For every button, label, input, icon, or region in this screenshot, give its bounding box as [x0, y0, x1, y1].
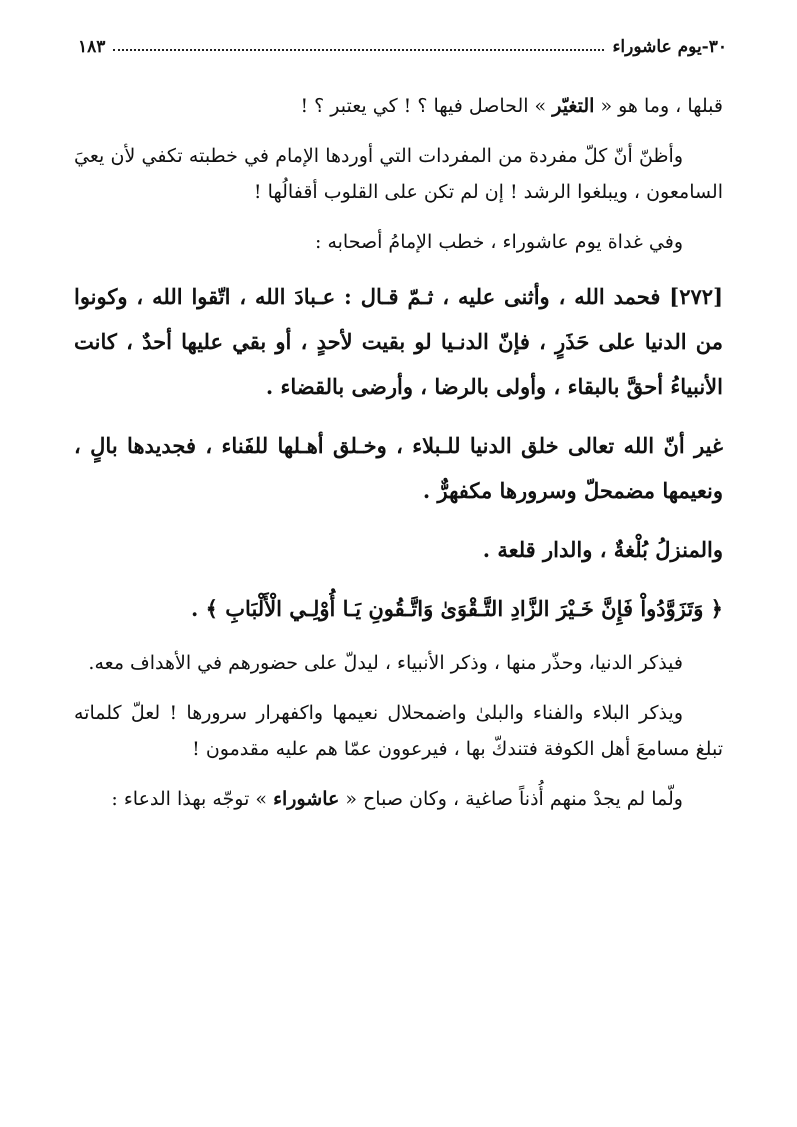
p1-text-end: » الحاصل فيها ؟ ! كي يعتبر ؟ !: [300, 95, 553, 117]
p1-emphasis: التغيّر: [552, 95, 595, 117]
paragraph-sermon-intro: وفي غداة يوم عاشوراء ، خطب الإمامُ أصحابه :: [315, 231, 683, 253]
running-header: [78, 32, 727, 62]
sermon-paragraph-2: غير أنّ الله تعالى خلق الدنيا للـبلاء ، وخـلق أهـلها للفَناء ، فجديدها بالٍ ، ونعيمها مضمحلّ وسرورها مكفهرٌّ .: [74, 433, 723, 503]
paragraph-commentary-1: فيذكر الدنيا، وحذّر منها ، وذكر الأنبياء ، ليدلّ على حضورهم في الأهداف معه.: [88, 652, 683, 674]
page-number: ١٨٣: [78, 37, 106, 57]
paragraph-commentary-3: [74, 781, 723, 817]
paragraph-commentary-2: ويذكر البلاء والفناء والبلىٰ واضمحلال نعيمها واكفهرار سرورها ! لعلّ كلماته تبلغ مسامعَ أهل الكوفة فتندكّ بها ، فيرعوون عمّا هم عليه مقدمون !: [74, 702, 723, 760]
p6-text-start: ولّما لم يجدْ منهم أُذناً صاغية ، وكان صباح «: [339, 788, 683, 810]
paragraph-continuation: [74, 88, 723, 124]
quran-verse: ﴿ وَتَزَوَّدُواْ فَإِنَّ خَـيْرَ الزَّادِ التَّـقْوَىٰ وَاتَّـقُونِ يَـا أُوْلِـي الْأَلْبَابِ ﴾ .: [191, 596, 723, 621]
sermon-paragraph-3: والمنزلُ بُلْغةٌ ، والدار قلعة .: [482, 537, 723, 562]
p1-text-start: قبلها ، وما هو «: [594, 95, 723, 117]
p6-text-end: » توجّه بهذا الدعاء :: [111, 788, 274, 810]
paragraph-opinion: وأظنّ أنّ كلّ مفردة من المفردات التي أوردها الإمام في خطبته تكفي لأن يعيَ السامعون ، ويبلغوا الرشد ! إن لم تكن على القلوب أقفالُها !: [74, 145, 723, 203]
header-dot-leader: [113, 43, 604, 51]
chapter-title: ٣٠-يوم عاشوراء: [612, 37, 727, 57]
p6-emphasis: عاشوراء: [273, 788, 340, 810]
page-body: [74, 88, 723, 817]
sermon-paragraph-1: [٢٧٢] فحمد الله ، وأثنى عليه ، ثـمّ قـال : عـبادَ الله ، اتّقوا الله ، وكونوا من الدنيا على حَذَرٍ ، فإنّ الدنـيا لو بقيت لأحدٍ ، أو بقي عليها أحدٌ ، كانت الأنبياءُ أحقَّ بالبقاء ، وأولى بالرضا ، وأرضى بالقضاء .: [74, 284, 723, 399]
